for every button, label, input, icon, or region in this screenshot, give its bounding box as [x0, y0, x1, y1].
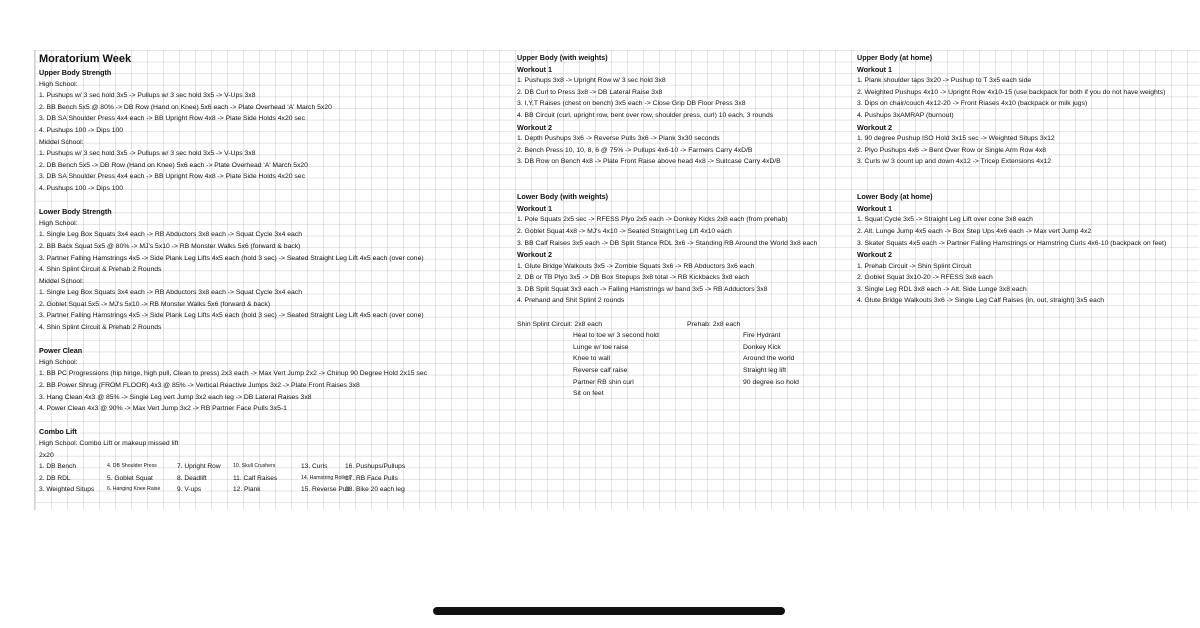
col1-rows — [39, 67, 509, 461]
sheet-row: 2. Bench Press 10, 10, 8, 6 @ 75% -> Pullups 4x6-10 -> Farmers Carry 4xD/B — [517, 146, 753, 154]
section-header: Workout 1 — [517, 203, 553, 213]
circuit-header-row — [517, 319, 853, 331]
sheet-row: 1. Pushups w/ 3 sec hold 3x5 -> Pullups w/ 3 sec hold 3x5 -> V-Ups 3x8 — [39, 92, 256, 100]
sheet-row: 4. Glute Bridge Walkouts 3x6 -> Single Leg Calf Raises (in, out, straight) 3x5 each — [857, 297, 1105, 305]
sheet-row: 1. Glute Bridge Walkouts 3x5 -> Zombie Squats 3x6 -> RB Abductors 3x6 each — [517, 262, 755, 270]
combo-grid-cell: 16. Pushups/Pullups — [345, 463, 406, 471]
shin-splint-item: Lunge w/ toe raise — [573, 343, 629, 351]
section-header: Workout 2 — [857, 250, 893, 260]
combo-grid-cell: 7. Upright Row — [177, 463, 221, 471]
combo-grid-row — [39, 484, 509, 496]
section-header: Power Clean — [39, 346, 83, 356]
sheet-row: 3. Partner Falling Hamstrings 4x5 -> Side Plank Leg Lifts 4x5 each (hold 3 sec) -> Seated Straight Leg Lift 4x5 each (over cone) — [39, 254, 424, 262]
sheet-row: 1. Depth Pushups 3x6 -> Reverse Pulls 3x6 -> Plank 3x30 seconds — [517, 135, 720, 143]
sheet-row: 3. DB Split Squat 3x3 each -> Falling Hamstrings w/ band 3x5 -> RB Adductors 3x8 — [517, 285, 768, 293]
combo-grid-cell: 2. DB RDL — [39, 474, 71, 482]
sheet-row: 1. Pole Squats 2x5 sec -> RFESS Plyo 2x5 each -> Donkey Kicks 2x8 each (from prehab) — [517, 216, 788, 224]
circuit-row — [517, 342, 853, 354]
combo-grid-cell: 4. DB Shoulder Press — [107, 463, 157, 470]
shin-splint-label: Shin Splint Circuit: 2x8 each — [517, 320, 603, 328]
circuit-row — [517, 377, 853, 389]
circuit-row — [517, 330, 853, 342]
combo-grid-cell: 9. V-ups — [177, 486, 202, 494]
blank-row — [857, 168, 1197, 180]
column-at-home — [857, 52, 1197, 307]
section-header: Workout 2 — [517, 122, 553, 132]
sheet-row: High School: — [39, 358, 78, 366]
sheet-row: 2. Alt. Lunge Jump 4x5 each -> Box Step Ups 4x6 each -> Max vert Jump 4x2 — [857, 227, 1092, 235]
combo-lift-grid — [39, 461, 509, 496]
combo-grid-cell: 12. Plank — [233, 486, 261, 494]
circuit-row — [517, 353, 853, 365]
sheet-row: 1. Plank shoulder taps 3x20 -> Pushup to T 3x5 each side — [857, 77, 1032, 85]
combo-grid-cell: 13. Curls — [301, 463, 328, 471]
sheet-row: 3. Skater Squats 4x5 each -> Partner Falling Hamstrings or Hamstring Curls 4x6-10 (backpack on feet) — [857, 239, 1167, 247]
circuit-rows — [517, 330, 853, 400]
combo-grid-cell: 1. DB Bench — [39, 463, 77, 471]
combo-grid-cell: 5. Goblet Squat — [107, 474, 153, 482]
section-header: Upper Body (with weights) — [517, 53, 608, 62]
blank-row — [517, 307, 853, 319]
sheet-row: 4. Prehand and Shit Splint 2 rounds — [517, 297, 625, 305]
sheet-row: 2. DB Curl to Press 3x8 -> DB Lateral Raise 3x8 — [517, 88, 663, 96]
sheet-row: 3. I,Y,T Raises (chest on bench) 3x5 each -> Close Grip DB Floor Press 3x8 — [517, 100, 746, 108]
sheet-row: 4. Pushups 100 -> Dips 100 — [39, 126, 124, 134]
blank-row — [39, 415, 509, 427]
sheet-row: 4. BB Circuit (curl, upright row, bent over row, shoulder press, curl) 10 each, 3 rounds — [517, 111, 774, 119]
prehab-item: Around the world — [743, 355, 795, 363]
sheet-row: 1. Single Leg Box Squats 3x4 each -> RB Abductors 3x8 each -> Squat Cycle 3x4 each — [39, 289, 302, 297]
combo-grid-cell: 6. Hanging Knee Raise — [107, 486, 161, 493]
sheet-row: 4. Shin Splint Circuit & Prehab 2 Rounds — [39, 324, 162, 332]
sheet-row: 2x20 — [39, 451, 54, 459]
section-header: Combo Lift — [39, 427, 77, 437]
sheet-row: 3. Dips on chair/couch 4x12-20 -> Front Riases 4x10 (backpack or milk jugs) — [857, 100, 1088, 108]
sheet-row: 1. Pushups 3x8 -> Upright Row w/ 3 sec hold 3x8 — [517, 77, 666, 85]
prehab-item: 90 degree iso hold — [743, 378, 799, 386]
col3-rows — [857, 52, 1197, 307]
blank-row — [39, 334, 509, 346]
home-indicator[interactable] — [433, 607, 785, 615]
sheet-row: 4. Pushups 100 -> Dips 100 — [39, 184, 124, 192]
blank-row — [517, 168, 853, 180]
sheet-row: 2. Plyo Pushups 4x6 -> Bent Over Row or Single Arm Row 4x8 — [857, 146, 1047, 154]
sheet-row: High School: Combo Lift or makeup missed lift — [39, 440, 179, 447]
section-header: Workout 1 — [857, 203, 893, 213]
section-header: Workout 1 — [517, 64, 553, 74]
combo-grid-cell: 15. Reverse Pull — [301, 486, 350, 494]
sheet-row: 2. BB Bench 5x5 @ 80% -> DB Row (Hand on Knee) 5x6 each -> Plate Overhead 'A' March 5x20 — [39, 103, 332, 111]
combo-grid-row — [39, 461, 509, 473]
sheet-row: 2. Goblet Squat 3x10-20 -> RFESS 3x8 each — [857, 274, 993, 282]
sheet-row: 4. Shin Splint Circuit & Prehab 2 Rounds — [39, 266, 162, 274]
sheet-row: 3. DB SA Shoulder Press 4x4 each -> BB Upright Row 4x8 -> Plate Side Holds 4x20 sec — [39, 173, 305, 181]
sheet-row: 2. BB Back Squat 5x5 @ 80% -> MJ's 5x10 -> RB Monster Walks 5x6 (forward & back) — [39, 242, 301, 250]
sheet-row: 4. Power Clean 4x3 @ 90% -> Max Vert Jump 3x2 -> RB Partner Face Pulls 3x5-1 — [39, 405, 287, 413]
col2-rows — [517, 52, 853, 319]
circuit-row — [517, 388, 853, 400]
sheet-row: 1. Pushups w/ 3 sec hold 3x5 -> Pullups w/ 3 sec hold 3x5 -> V-Ups 3x8 — [39, 150, 256, 158]
prehab-item: Donkey Kick — [743, 343, 781, 351]
sheet-row: 1. Squat Cycle 3x5 -> Straight Leg Lift over cone 3x8 each — [857, 216, 1033, 224]
sheet-row: 3. DB SA Shoulder Press 4x4 each -> BB Upright Row 4x8 -> Plate Side Holds 4x20 sec — [39, 115, 305, 123]
sheet-row: 4. Pushups 3xAMRAP (burnout) — [857, 111, 954, 119]
sheet-row: 2. DB Bench 5x5 -> DB Row (Hand on Knee) 5x6 each -> Plate Overhead 'A' March 5x20 — [39, 161, 308, 169]
sheet-row: 2. BB Power Shrug (FROM FLOOR) 4x3 @ 85% -> Vertical Reactive Jumps 3x2 -> Plate Front Raises 3x8 — [39, 382, 360, 390]
sheet-row: 2. Weighted Pushups 4x10 -> Upright Row 4x10-15 (use backpack for both if you do not have weights) — [857, 88, 1166, 96]
sheet-row: Middel School: — [39, 138, 84, 146]
shin-splint-item: Sit on feet — [573, 390, 604, 398]
section-header: Lower Body Strength — [39, 207, 112, 217]
sheet-row: 3. DB Row on Bench 4x8 -> Plate Front Raise above head 4x8 -> Suitcase Carry 4xD/B — [517, 158, 781, 166]
section-header: Workout 1 — [857, 64, 893, 74]
sheet-row: High School: — [39, 80, 78, 88]
section-header: Upper Body (at home) — [857, 53, 933, 62]
combo-grid-cell: 8. Deadlift — [177, 474, 207, 482]
sheet-row: Middel School: — [39, 277, 84, 285]
sheet-row: 3. Curls w/ 3 count up and down 4x12 -> Tricep Extensions 4x12 — [857, 158, 1052, 166]
combo-grid-cell: 14. Hamstring Rollers — [301, 474, 351, 481]
section-header: Upper Body Strength — [39, 68, 112, 77]
blank-row — [857, 180, 1197, 192]
sheet-row: 3. Single Leg RDL 3x8 each -> Alt. Side Lunge 3x8 each — [857, 285, 1027, 293]
section-header: Workout 2 — [517, 250, 553, 260]
sheet-row: 3. Hang Clean 4x3 @ 85% -> Single Leg vert Jump 3x2 each leg -> DB Lateral Raises 3x8 — [39, 393, 312, 401]
combo-grid-row — [39, 473, 509, 485]
shin-splint-item: Knee to wall — [573, 355, 611, 363]
combo-grid-cell: 3. Weighted Situps — [39, 486, 95, 494]
sheet-row: 2. DB or TB Plyo 3x5 -> DB Box Stepups 3x8 total -> RB Kickbacks 3x8 each — [517, 274, 750, 282]
column-with-weights — [517, 52, 853, 400]
circuit-row — [517, 365, 853, 377]
prehab-item: Straight leg lift — [743, 367, 787, 375]
shin-splint-item: Partner RB shin curl — [573, 378, 634, 386]
sheet-row: 3. Partner Falling Hamstrings 4x5 -> Side Plank Leg Lifts 4x5 each (hold 3 sec) -> Seated Straight Leg Lift 4x5 each (over cone) — [39, 312, 424, 320]
shin-splint-item: Heal to toe w/ 3 second hold — [573, 332, 659, 340]
combo-grid-cell: 10. Skull Crushers — [233, 463, 276, 470]
section-header: Lower Body (with weights) — [517, 192, 609, 202]
sheet-row: 1. Single Leg Box Squats 3x4 each -> RB Abductors 3x8 each -> Squat Cycle 3x4 each — [39, 231, 302, 239]
column-moratorium-week — [39, 52, 509, 496]
blank-row — [517, 180, 853, 192]
sheet-row: 1. 90 degree Pushup ISO Hold 3x15 sec -> Weighted Situps 3x12 — [857, 135, 1055, 143]
section-header: Workout 2 — [857, 122, 893, 132]
sheet-row: 1. Prehab Circuit -> Shin Splint Circuit — [857, 262, 972, 270]
sheet-row: High School: — [39, 219, 78, 227]
sheet-title: Moratorium Week — [39, 53, 132, 65]
combo-grid-cell: 17. RB Face Pulls — [345, 474, 398, 482]
shin-splint-item: Reverse calf raise — [573, 367, 628, 375]
sheet-row: 1. BB PC Progressions (hip hinge, high pull, Clean to press) 2x3 each -> Max Vert Jump 2x2 -> Chinup 90 Degree Hold 2x15 sec — [39, 370, 428, 378]
sheet-row: 3. BB Calf Raises 3x5 each -> DB Split Stance RDL 3x6 -> Standing RB Around the World 3x8 each — [517, 239, 818, 247]
sheet-row: 2. Goblet Squat 5x5 -> MJ's 5x10 -> RB Monster Walks 5x6 (forward & back) — [39, 300, 271, 308]
spreadsheet — [34, 50, 1199, 510]
sheet-row: 2. Goblet Squat 4x8 -> MJ's 4x10 -> Seated Straight Leg Lift 4x10 each — [517, 227, 732, 235]
prehab-label: Prehab: 2x8 each — [687, 320, 741, 328]
combo-grid-cell: 11. Calf Raises — [233, 474, 278, 482]
blank-row — [39, 195, 509, 207]
combo-grid-cell: 18. Bike 20 each leg — [345, 486, 405, 494]
section-header: Lower Body (at home) — [857, 192, 933, 202]
prehab-item: Fire Hydrant — [743, 332, 781, 340]
